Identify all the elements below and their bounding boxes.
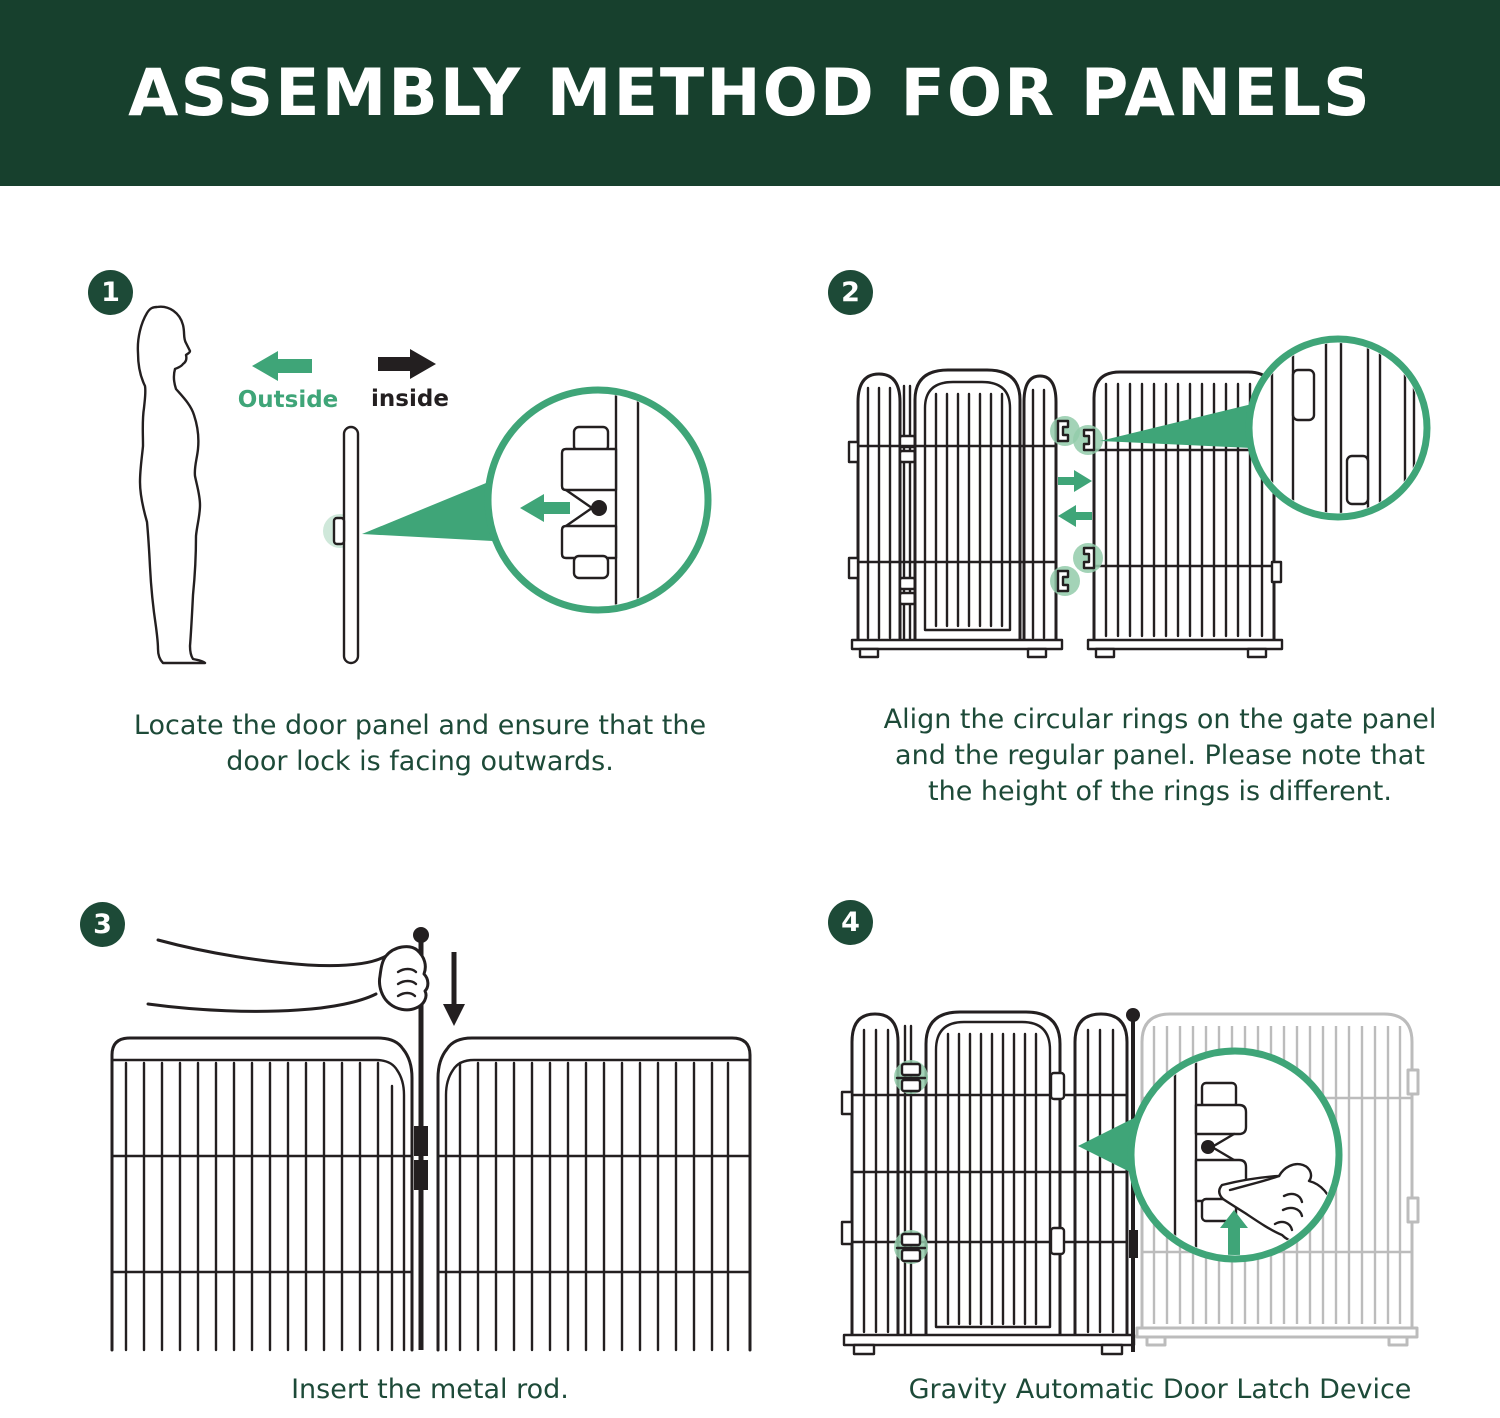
step-3-illustration <box>60 880 800 1418</box>
hinge <box>902 1080 920 1091</box>
step-4-badge: 4 <box>828 900 873 945</box>
step-1-section <box>60 250 750 820</box>
step-4-illustration <box>820 880 1500 1418</box>
step-3-caption: Insert the metal rod. <box>291 1374 569 1405</box>
connect-left-arrow-icon <box>1058 505 1092 527</box>
right-panel <box>438 1038 750 1350</box>
header-banner <box>0 0 1500 186</box>
gate-panel <box>849 370 1080 657</box>
inside-arrow-icon <box>378 349 436 379</box>
latch-slot <box>1051 1073 1064 1099</box>
step-4-caption: Gravity Automatic Door Latch Device <box>908 1374 1412 1405</box>
step-2-section <box>820 250 1500 820</box>
step-2-caption: Align the circular rings on the gate panel and the regular panel. Please note that the height of the rings is different. <box>883 704 1437 808</box>
down-arrow-icon <box>443 952 465 1026</box>
step-3-badge: 3 <box>80 902 125 947</box>
page-title: ASSEMBLY METHOD FOR PANELS <box>128 55 1372 131</box>
person-silhouette <box>138 307 205 663</box>
hand-holding-rod <box>148 940 428 1011</box>
step-1-caption: Locate the door panel and ensure that the door lock is facing outwards. <box>133 710 707 778</box>
inside-label: inside <box>371 386 449 412</box>
hinge <box>902 1064 920 1075</box>
hinge <box>902 1234 920 1245</box>
outside-label: Outside <box>237 387 339 413</box>
step-2-badge: 2 <box>828 270 873 315</box>
door-lock <box>334 518 344 544</box>
step-4-section <box>820 880 1500 1418</box>
hinge <box>902 1250 920 1261</box>
gate-panel <box>842 1012 1134 1354</box>
door-panel <box>344 427 358 663</box>
step-1-badge: 1 <box>88 270 133 315</box>
step-3-section <box>60 880 800 1418</box>
left-panel <box>112 1038 412 1350</box>
outside-arrow-icon <box>252 351 312 381</box>
latch-slot <box>1051 1228 1064 1254</box>
connect-right-arrow-icon <box>1058 470 1092 492</box>
